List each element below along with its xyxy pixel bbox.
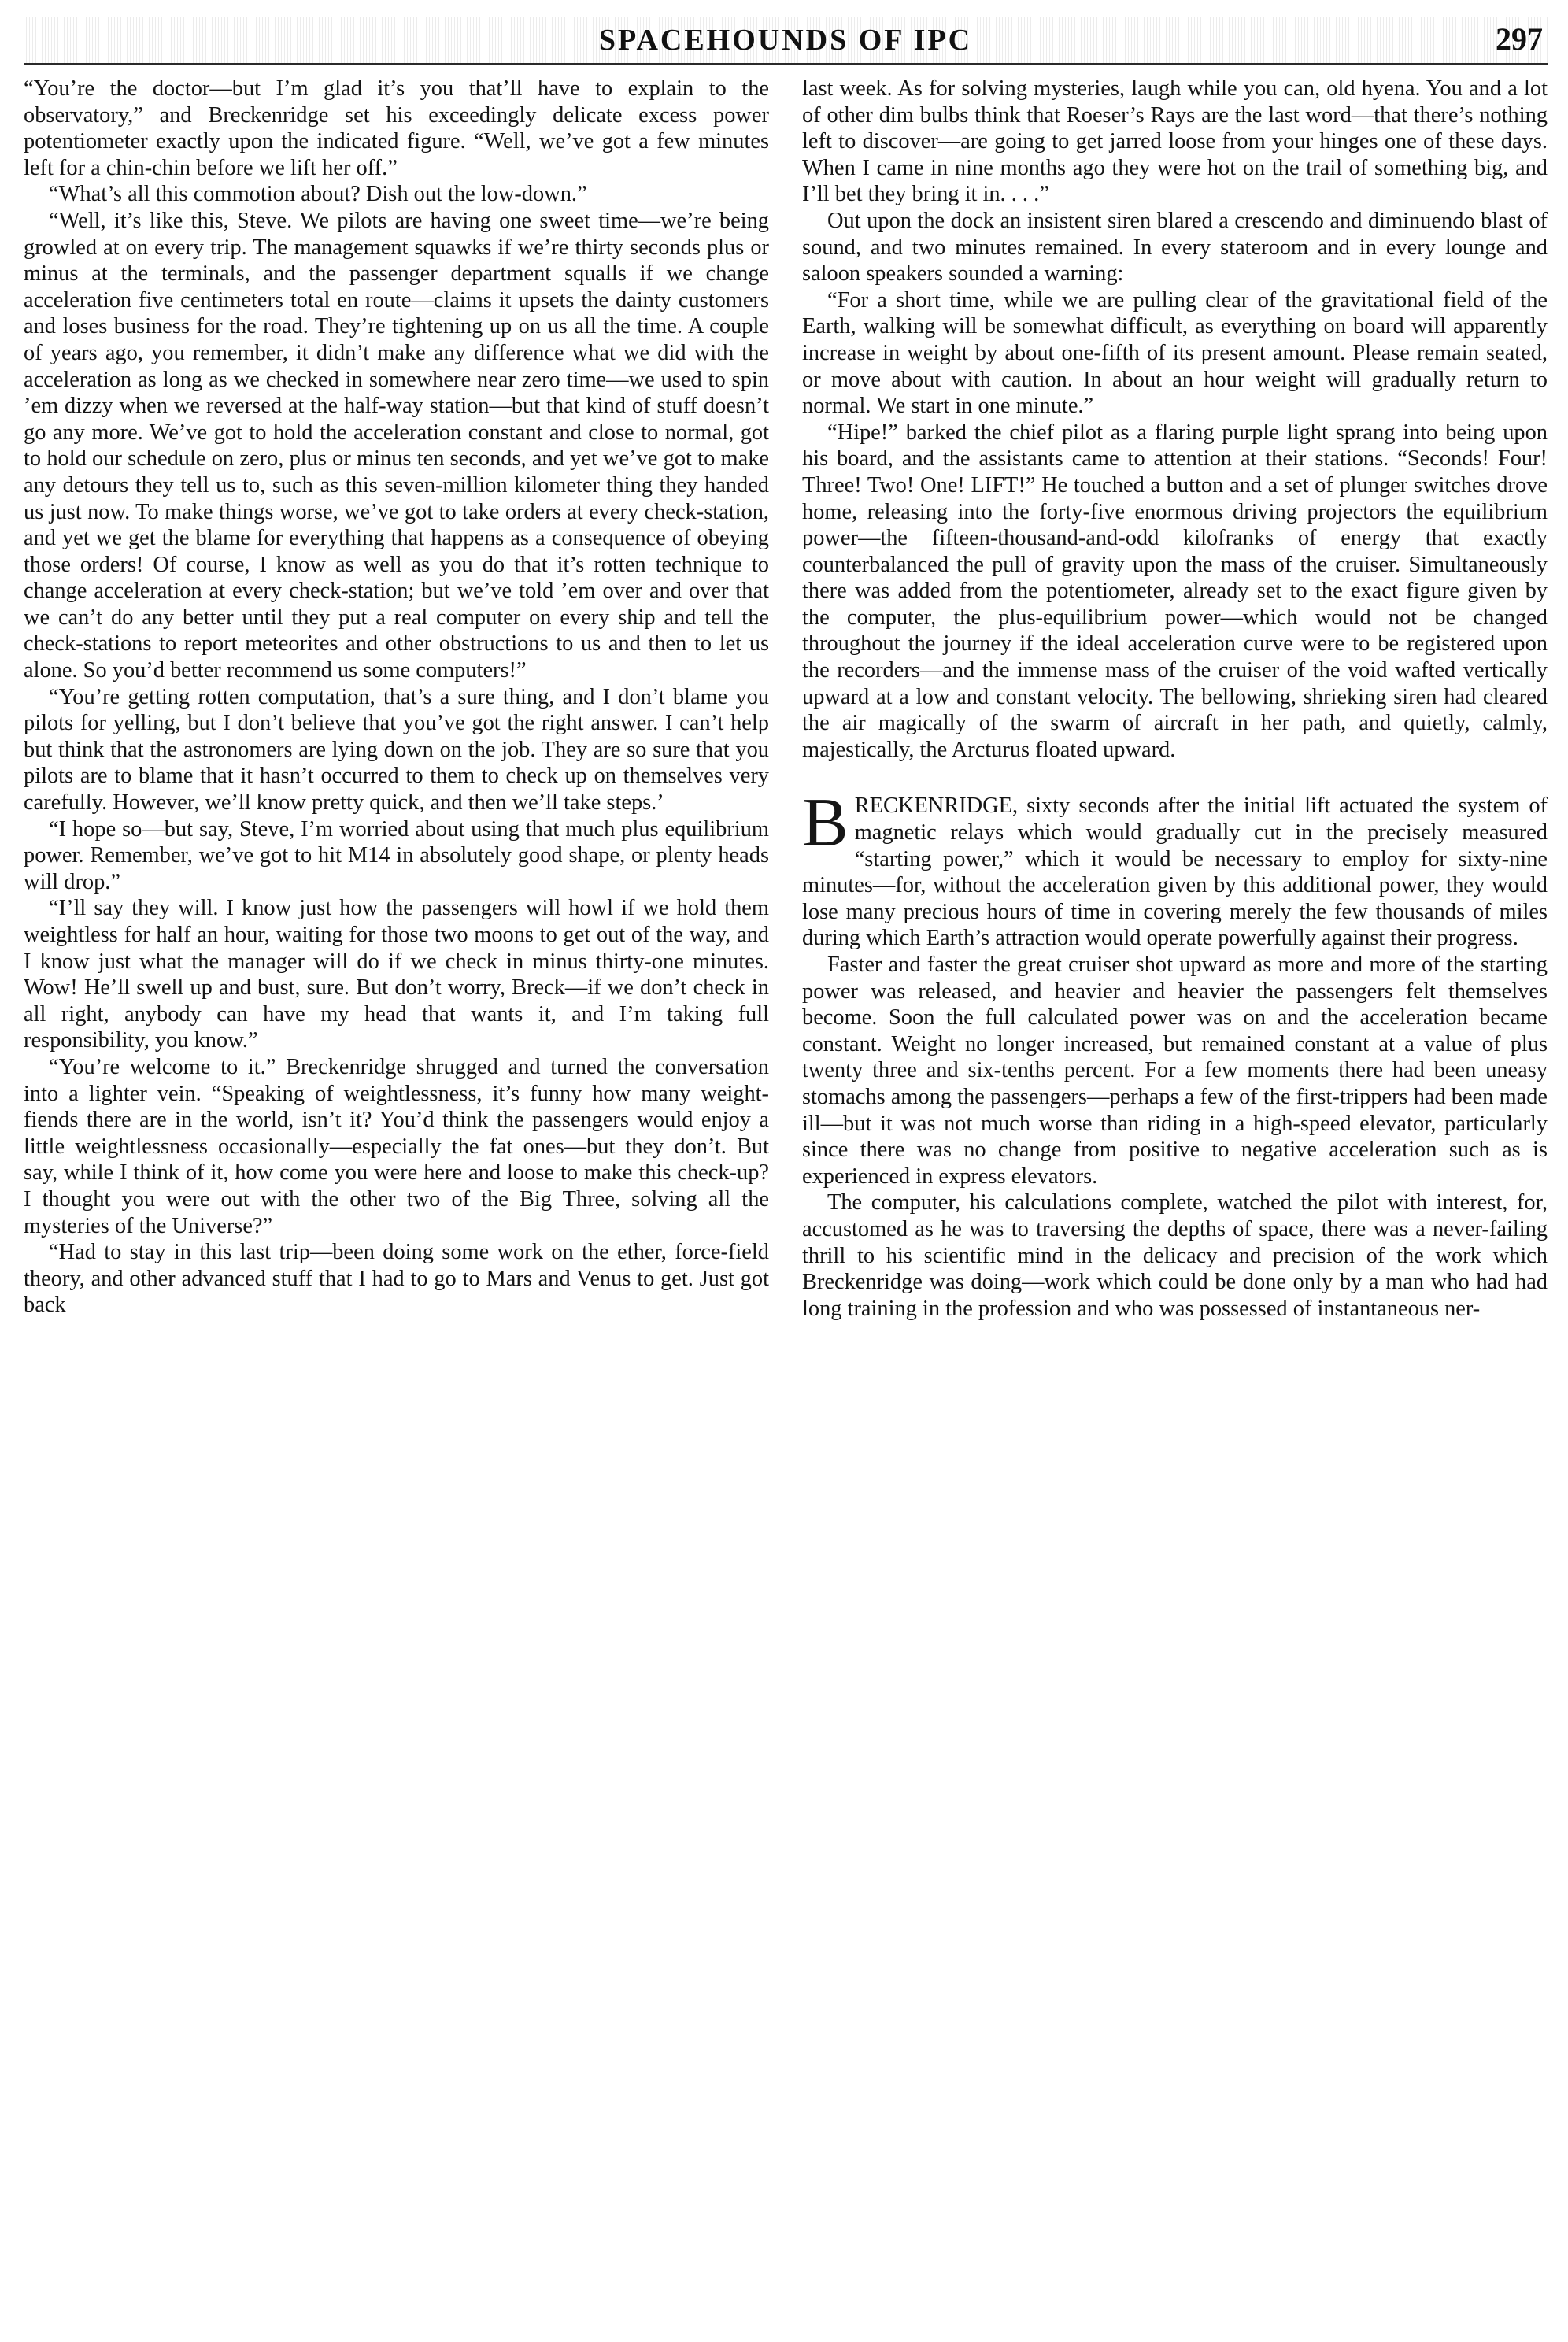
running-title: SPACEHOUNDS OF IPC [598, 24, 973, 57]
paragraph: “Had to stay in this last trip—been doing some work on the ether, force-field theory, and other advanced stuff that I had to go to Mars and Venus to get. Just got back [24, 1240, 769, 1318]
paragraph: “Hipe!” barked the chief pilot as a flaring purple light sprang into being upon his board, and the assistants came to attention at their stations. “Seconds! Four! Three! Two! One! LIFT!” He touched a button and a set of plunger switches drove home, releasing into the forty-five enormous driving projectors the equilibrium power—the fifteen-thousand-and-odd kilofranks of energy that exactly counterbalanced the pull of gravity upon the mass of the cruiser. Simultaneously there was added from the potentiometer, already set to the exact figure given by the computer, the plus-equilibrium power—which would not be changed throughout the journey if the ideal acceleration curve were to be registered upon the recorders—and the immense mass of the cruiser of the void wafted vertically upward at a low and constant velocity. The bellowing, shrieking siren had cleared the air magically of the swarm of aircraft in her path, and quietly, calmly, majestically, the Arcturus floated upward. [802, 420, 1548, 762]
running-header [24, 17, 1548, 65]
paragraph: “I hope so—but say, Steve, I’m worried about using that much plus equilibrium power. Remember, we’ve got to hit M14 in absolutely good shape, or plenty heads will drop.” [24, 816, 769, 894]
left-column [24, 76, 769, 1322]
page-number: 297 [1496, 21, 1543, 57]
paragraph: Out upon the dock an insistent siren blared a crescendo and diminuendo blast of sound, and two minutes remained. In every stateroom and in every lounge and saloon speakers sounded a warning: [802, 208, 1548, 287]
paragraph: Faster and faster the great cruiser shot upward as more and more of the starting power was released, and heavier and heavier the passengers felt themselves become. Soon the full calculated power was on and the acceleration became constant. Weight no longer increased, but remained constant at a value of plus twenty three and six-tenths percent. For a few moments there had been uneasy stomachs among the passengers—perhaps a few of the first-trippers had been made ill—but it was not much worse than riding in a high-speed elevator, particularly since there was no change from positive to negative acceleration such as is experienced in express elevators. [802, 953, 1548, 1189]
text-columns [24, 76, 1548, 1322]
paragraph: “You’re getting rotten computation, that’s a sure thing, and I don’t blame you pilots for yelling, but I don’t believe that you’ve got the right answer. I can’t help but think that the astronomers are lying down on the job. They are so sure that you pilots are to blame that it hasn’t occurred to them to check up on themselves very carefully. However, we’ll know pretty quick, and then we’ll take steps.’ [24, 684, 769, 816]
paragraph-text: RECKENRIDGE, sixty seconds after the initial lift actuated the system of magnetic relays which would gradually cut in the precisely measured “starting power,” which it would be necessary to employ for sixty-nine minutes—for, without the acceleration given by this additional power, they would lose many precious hours of time in covering merely the few thousands of miles during which Earth’s attraction would operate powerfully against their progress. [802, 794, 1548, 951]
paragraph: “You’re the doctor—but I’m glad it’s you that’ll have to explain to the observatory,” and Breckenridge set his exceedingly delicate excess power potentiometer exactly upon the indicated figure. “Well, we’ve got a few minutes left for a chin-chin before we lift her off.” [24, 76, 769, 180]
drop-cap: B [802, 785, 849, 862]
paragraph: “You’re welcome to it.” Breckenridge shrugged and turned the conversation into a lighter vein. “Speaking of weightlessness, it’s funny how many weight-fiends there are in the world, isn’t it? You’d think the passengers would enjoy a little weightlessness occasionally—especially the fat ones—but they don’t. But say, while I think of it, how come you were here and loose to make this check-up? I thought you were out with the other two of the Big Three, solving all the mysteries of the Universe?” [24, 1054, 769, 1238]
paragraph: The computer, his calculations complete, watched the pilot with interest, for, accustomed as he was to traversing the depths of space, there was a never-failing thrill to his scientific mind in the delicacy and precision of the work which Breckenridge was doing—work which could be done only by a man who had had long training in the profession and who was possessed of instantaneous ner- [802, 1190, 1548, 1321]
right-column [802, 76, 1548, 1322]
paragraph: “What’s all this commotion about? Dish out the low-down.” [49, 182, 587, 207]
paragraph: “Well, it’s like this, Steve. We pilots are having one sweet time—we’re being growled at on every trip. The management squawks if we’re thirty seconds plus or minus at the terminals, and the passenger department squalls if we change acceleration five centimeters total en route—claims it upsets the dainty customers and loses business for the road. They’re tightening up on us all the time. A couple of years ago, you remember, it didn’t make any difference what we did with the acceleration as long as we checked in somewhere near zero time—we used to spin ’em dizzy when we reversed at the half-way station—but that kind of stuff doesn’t go any more. We’ve got to hold the acceleration constant and close to normal, got to hold our schedule on zero, plus or minus ten seconds, and yet we’ve got to make any detours they tell us to, such as this seven-million kilometer thing they handed us just now. To make things worse, we’ve got to take orders at every check-station, and yet we get the blame for everything that happens as a consequence of obeying those orders! Of course, I know as well as you do that it’s rotten technique to change acceleration at every check-station; but we’ve told ’em over and over that we can’t do any better until they put a real computer on every ship and tell the check-stations to report meteorites and other obstructions to us and then to let us alone. So you’d better recommend us some computers!” [24, 208, 769, 683]
paragraph: last week. As for solving mysteries, laugh while you can, old hyena. You and a lot of other dim bulbs think that Roeser’s Rays are the last word—that there’s nothing left to discover—are going to get jarred loose from your hinges one of these days. When I came in nine months ago they were hot on the trail of something big, and I’ll bet they bring it in. . . .” [802, 76, 1548, 207]
paragraph: “I’ll say they will. I know just how the passengers will howl if we hold them weightless for half an hour, waiting for those two moons to get out of the way, and I know just what the manager will do if we check in minus thirty-one minutes. Wow! He’ll swell up and bust, sure. But don’t worry, Breck—if we don’t check in all right, anybody can have my head that wants it, and I’m taking full responsibility, you know.” [24, 896, 769, 1053]
paragraph: “For a short time, while we are pulling clear of the gravitational field of the Earth, walking will be somewhat difficult, as everything on board will apparently increase in weight by about one-fifth of its present amount. Please remain seated, or move about with caution. In about an hour weight will gradually return to normal. We start in one minute.” [802, 287, 1548, 419]
section-start-paragraph [802, 785, 1548, 952]
